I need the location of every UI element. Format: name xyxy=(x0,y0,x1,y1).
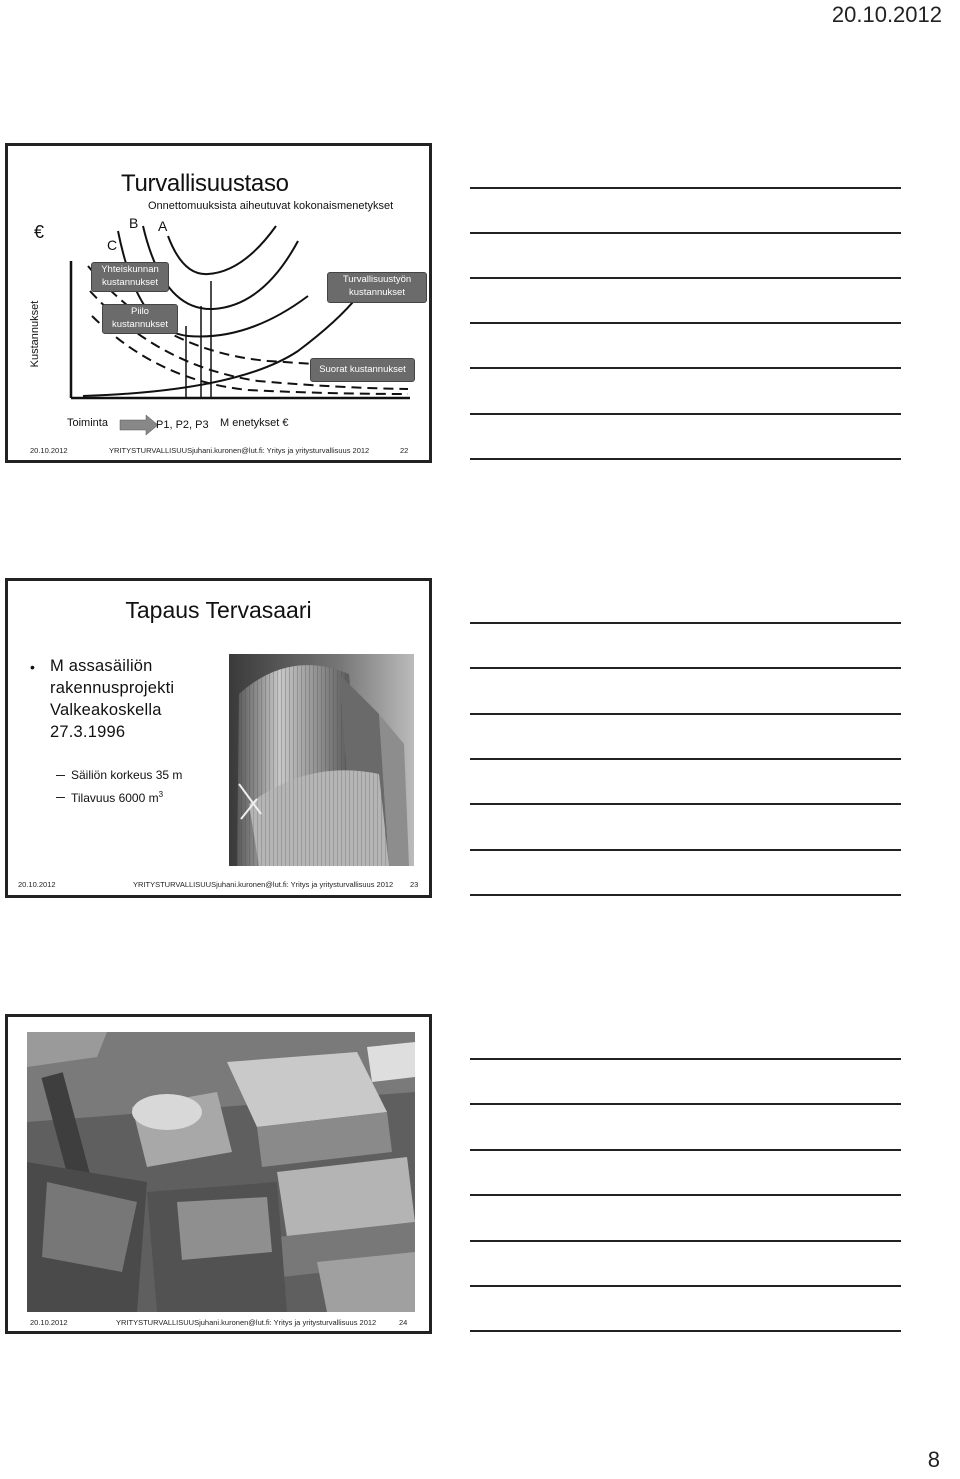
y-axis-label: Kustannukset xyxy=(29,300,41,368)
slide-24 xyxy=(5,1014,432,1334)
bullet-line: rakennusprojekti xyxy=(50,679,175,697)
volume-text: Tilavuus 6000 m xyxy=(71,791,159,805)
page-date: 20.10.2012 xyxy=(831,2,942,27)
footer-date: 20.10.2012 xyxy=(30,446,68,455)
page-number: 8 xyxy=(927,1447,940,1472)
note-line xyxy=(470,894,901,896)
bullet-text xyxy=(50,655,174,743)
slide-title: Turvallisuustaso xyxy=(121,170,289,197)
bullet-line: 27.3.1996 xyxy=(50,723,126,741)
x-label-menetykset: M enetykset € xyxy=(220,417,289,429)
silo-photo-drawing xyxy=(229,654,414,866)
box-piilo: Piilo kustannukset xyxy=(102,304,178,334)
x-label-toiminta: Toiminta xyxy=(67,417,108,429)
euro-symbol: € xyxy=(34,222,45,242)
slide-22 xyxy=(5,143,432,463)
note-line xyxy=(470,1240,901,1242)
box-yhteiskunnan: Yhteiskunnan kustannukset xyxy=(91,262,169,292)
note-line xyxy=(470,1149,901,1151)
bullet-line: Valkeakoskella xyxy=(50,701,162,719)
footer-date: 20.10.2012 xyxy=(18,880,56,889)
cost-curve-diagram xyxy=(8,146,429,460)
slide-subtitle: Onnettomuuksista aiheutuvat kokonaismenetykset xyxy=(148,200,394,212)
note-line xyxy=(470,232,901,234)
bullet-dot: • xyxy=(30,659,35,675)
note-line xyxy=(470,1103,901,1105)
footer-date: 20.10.2012 xyxy=(30,1318,68,1327)
curve-label-a: A xyxy=(158,218,168,234)
note-line xyxy=(470,1058,901,1060)
slide-23 xyxy=(5,578,432,898)
note-line xyxy=(470,277,901,279)
note-line xyxy=(470,622,901,624)
footer-page-number: 23 xyxy=(410,880,419,889)
note-line xyxy=(470,713,901,715)
aerial-photo xyxy=(27,1032,415,1312)
box-suorat: Suorat kustannukset xyxy=(310,358,415,382)
note-line xyxy=(470,413,901,415)
note-line xyxy=(470,458,901,460)
slide-title: Tapaus Tervasaari xyxy=(125,597,312,623)
curve-label-b: B xyxy=(129,215,139,231)
note-line xyxy=(470,1194,901,1196)
note-line xyxy=(470,803,901,805)
note-line xyxy=(470,849,901,851)
note-line xyxy=(470,1285,901,1287)
sub-bullet-volume xyxy=(71,790,163,805)
curve-label-c: C xyxy=(107,237,118,253)
footer-page-number: 22 xyxy=(400,446,409,455)
sub-dash xyxy=(56,775,65,776)
note-line xyxy=(470,1330,901,1332)
silo-photo xyxy=(229,654,414,866)
footer-page-number: 24 xyxy=(399,1318,408,1327)
note-line xyxy=(470,322,901,324)
sub-dash xyxy=(56,797,65,798)
note-line xyxy=(470,187,901,189)
x-label-p: P1, P2, P3 xyxy=(156,419,209,431)
curve-a xyxy=(168,226,276,274)
volume-superscript: 3 xyxy=(158,790,164,799)
footer-text: YRITYSTURVALLISUUSjuhani.kuronen@lut.fi: Yritys ja yritysturvallisuus 2012 xyxy=(116,1318,377,1327)
note-line xyxy=(470,758,901,760)
bullet-line: M assasäiliön xyxy=(50,657,153,675)
footer-text: YRITYSTURVALLISUUSjuhani.kuronen@lut.fi: Yritys ja yritysturvallisuus 2012 xyxy=(133,880,394,889)
note-line xyxy=(470,667,901,669)
box-turvallisuustyon: Turvallisuustyön kustannukset xyxy=(327,272,427,303)
sub-bullet-height: Säiliön korkeus 35 m xyxy=(71,768,183,782)
arrow-icon xyxy=(120,415,158,435)
footer-text: YRITYSTURVALLISUUSjuhani.kuronen@lut.fi: Yritys ja yritysturvallisuus 2012 xyxy=(109,446,370,455)
note-line xyxy=(470,367,901,369)
aerial-photo-drawing xyxy=(27,1032,415,1312)
